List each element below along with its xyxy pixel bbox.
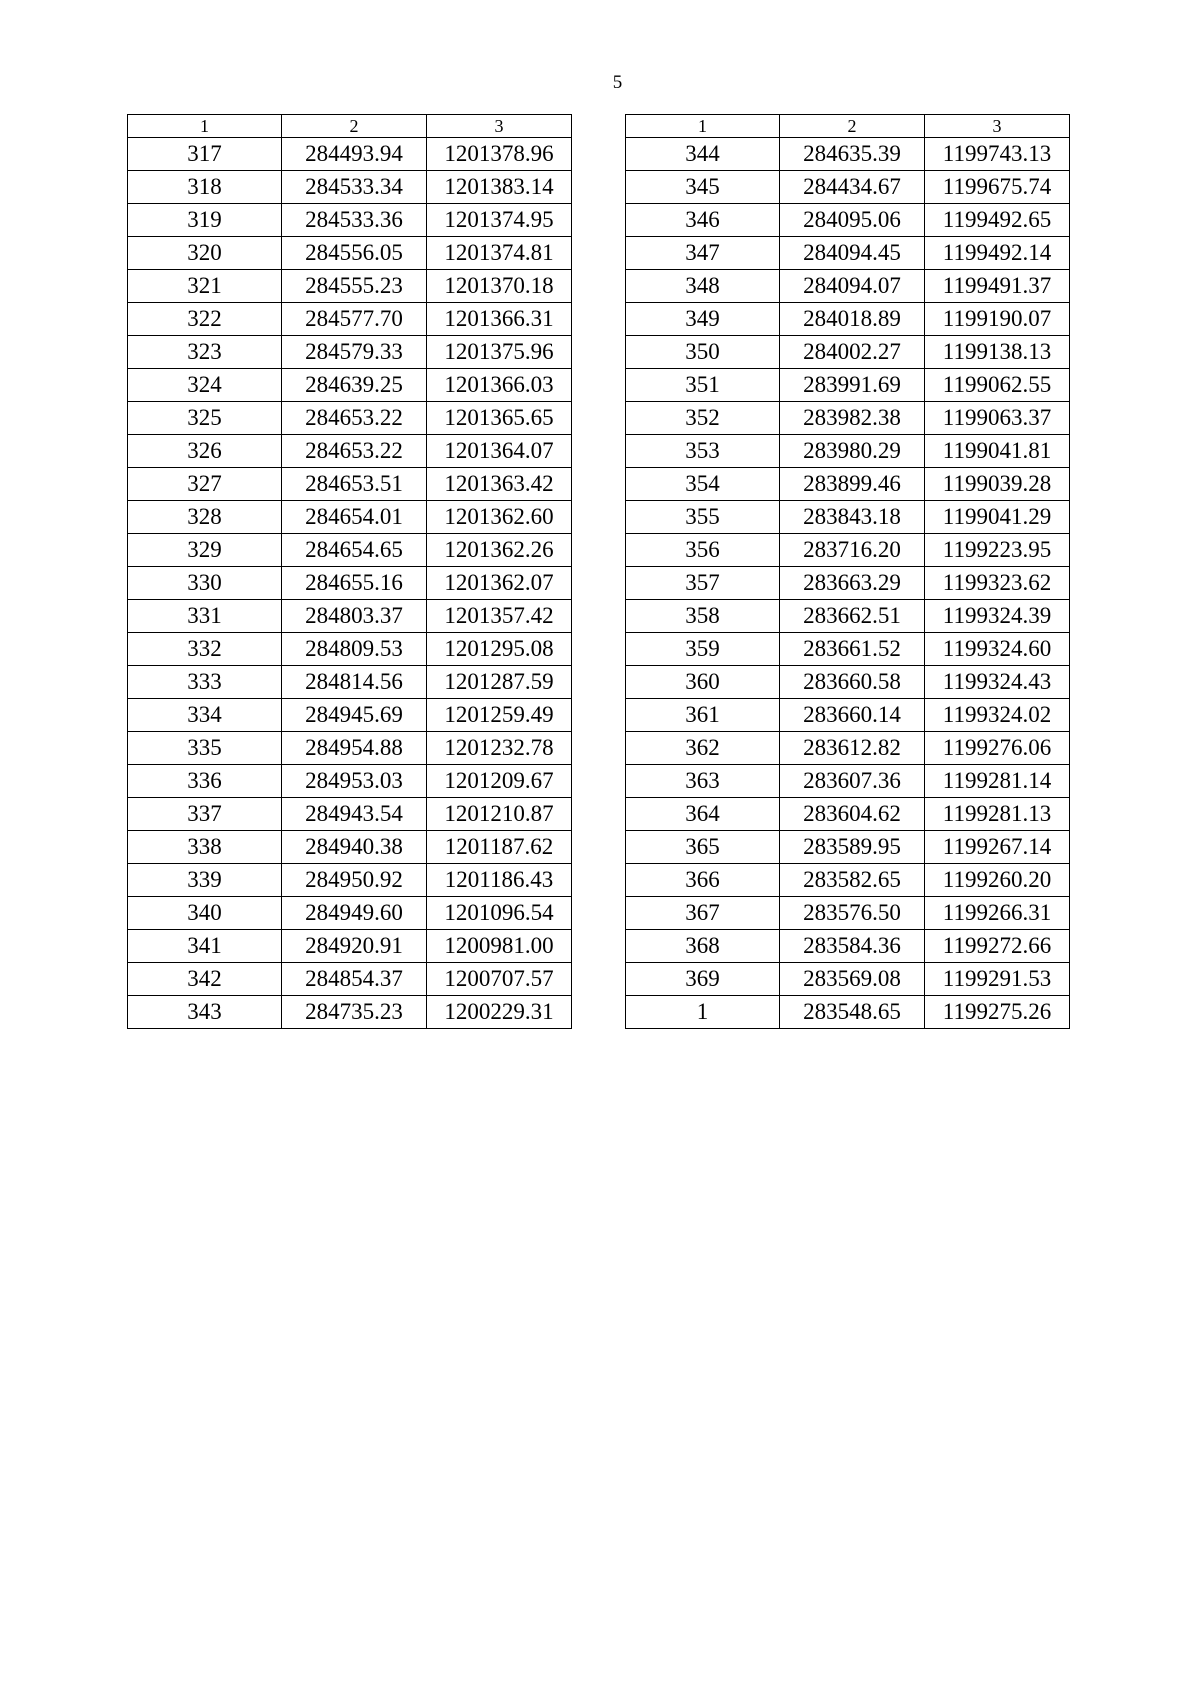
point-number-cell: 328 — [128, 501, 282, 534]
table-header-row — [128, 115, 572, 138]
coordinates-table-left — [127, 114, 572, 1029]
x-coordinate-cell: 283980.29 — [780, 435, 925, 468]
x-coordinate-cell: 284735.23 — [282, 996, 427, 1029]
table-row — [626, 864, 1070, 897]
y-coordinate-cell: 1200707.57 — [427, 963, 572, 996]
table-row — [626, 633, 1070, 666]
table-row — [128, 930, 572, 963]
point-number-cell: 341 — [128, 930, 282, 963]
x-coordinate-cell: 284943.54 — [282, 798, 427, 831]
y-coordinate-cell: 1199324.02 — [925, 699, 1070, 732]
x-coordinate-cell: 284094.45 — [780, 237, 925, 270]
point-number-cell: 317 — [128, 138, 282, 171]
point-number-cell: 329 — [128, 534, 282, 567]
x-coordinate-cell: 284803.37 — [282, 600, 427, 633]
point-number-cell: 319 — [128, 204, 282, 237]
y-coordinate-cell: 1201374.95 — [427, 204, 572, 237]
y-coordinate-cell: 1201378.96 — [427, 138, 572, 171]
point-number-cell: 348 — [626, 270, 780, 303]
y-coordinate-cell: 1199190.07 — [925, 303, 1070, 336]
point-number-cell: 351 — [626, 369, 780, 402]
x-coordinate-cell: 283661.52 — [780, 633, 925, 666]
table-row — [128, 402, 572, 435]
x-coordinate-cell: 283982.38 — [780, 402, 925, 435]
y-coordinate-cell: 1199063.37 — [925, 402, 1070, 435]
table-row — [626, 270, 1070, 303]
table-row — [128, 237, 572, 270]
y-coordinate-cell: 1201363.42 — [427, 468, 572, 501]
column-header-3: 3 — [925, 115, 1070, 138]
table-row — [128, 831, 572, 864]
table-row — [128, 501, 572, 534]
x-coordinate-cell: 284809.53 — [282, 633, 427, 666]
point-number-cell: 340 — [128, 897, 282, 930]
table-row — [128, 765, 572, 798]
y-coordinate-cell: 1201186.43 — [427, 864, 572, 897]
point-number-cell: 347 — [626, 237, 780, 270]
column-header-3: 3 — [427, 115, 572, 138]
y-coordinate-cell: 1199675.74 — [925, 171, 1070, 204]
table-row — [626, 534, 1070, 567]
point-number-cell: 346 — [626, 204, 780, 237]
table-row — [128, 303, 572, 336]
table-row — [626, 402, 1070, 435]
point-number-cell: 336 — [128, 765, 282, 798]
table-row — [626, 732, 1070, 765]
y-coordinate-cell: 1201374.81 — [427, 237, 572, 270]
table-row — [128, 468, 572, 501]
table-row — [626, 501, 1070, 534]
y-coordinate-cell: 1199041.81 — [925, 435, 1070, 468]
x-coordinate-cell: 284953.03 — [282, 765, 427, 798]
y-coordinate-cell: 1201362.60 — [427, 501, 572, 534]
x-coordinate-cell: 284950.92 — [282, 864, 427, 897]
point-number-cell: 367 — [626, 897, 780, 930]
x-coordinate-cell: 284533.36 — [282, 204, 427, 237]
point-number-cell: 364 — [626, 798, 780, 831]
point-number-cell: 359 — [626, 633, 780, 666]
point-number-cell: 354 — [626, 468, 780, 501]
point-number-cell: 344 — [626, 138, 780, 171]
point-number-cell: 333 — [128, 666, 282, 699]
y-coordinate-cell: 1199039.28 — [925, 468, 1070, 501]
y-coordinate-cell: 1199492.65 — [925, 204, 1070, 237]
table-row — [128, 567, 572, 600]
column-header-2: 2 — [780, 115, 925, 138]
table-row — [128, 600, 572, 633]
point-number-cell: 345 — [626, 171, 780, 204]
point-number-cell: 318 — [128, 171, 282, 204]
y-coordinate-cell: 1201362.07 — [427, 567, 572, 600]
y-coordinate-cell: 1199267.14 — [925, 831, 1070, 864]
page-number: 5 — [612, 72, 623, 93]
x-coordinate-cell: 284654.65 — [282, 534, 427, 567]
y-coordinate-cell: 1199281.14 — [925, 765, 1070, 798]
y-coordinate-cell: 1199491.37 — [925, 270, 1070, 303]
y-coordinate-cell: 1199138.13 — [925, 336, 1070, 369]
point-number-cell: 353 — [626, 435, 780, 468]
table-row — [128, 138, 572, 171]
y-coordinate-cell: 1199743.13 — [925, 138, 1070, 171]
point-number-cell: 343 — [128, 996, 282, 1029]
x-coordinate-cell: 284533.34 — [282, 171, 427, 204]
y-coordinate-cell: 1201366.31 — [427, 303, 572, 336]
x-coordinate-cell: 283843.18 — [780, 501, 925, 534]
table-row — [626, 567, 1070, 600]
y-coordinate-cell: 1199272.66 — [925, 930, 1070, 963]
point-number-cell: 357 — [626, 567, 780, 600]
point-number-cell: 326 — [128, 435, 282, 468]
x-coordinate-cell: 283662.51 — [780, 600, 925, 633]
table-row — [626, 336, 1070, 369]
table-row — [128, 996, 572, 1029]
y-coordinate-cell: 1199260.20 — [925, 864, 1070, 897]
table-row — [626, 996, 1070, 1029]
x-coordinate-cell: 283991.69 — [780, 369, 925, 402]
x-coordinate-cell: 284653.51 — [282, 468, 427, 501]
x-coordinate-cell: 284555.23 — [282, 270, 427, 303]
x-coordinate-cell: 284954.88 — [282, 732, 427, 765]
x-coordinate-cell: 283660.58 — [780, 666, 925, 699]
y-coordinate-cell: 1199323.62 — [925, 567, 1070, 600]
y-coordinate-cell: 1199324.43 — [925, 666, 1070, 699]
table-row — [626, 468, 1070, 501]
y-coordinate-cell: 1201366.03 — [427, 369, 572, 402]
y-coordinate-cell: 1201295.08 — [427, 633, 572, 666]
y-coordinate-cell: 1201362.26 — [427, 534, 572, 567]
x-coordinate-cell: 283607.36 — [780, 765, 925, 798]
y-coordinate-cell: 1201365.65 — [427, 402, 572, 435]
y-coordinate-cell: 1201096.54 — [427, 897, 572, 930]
table-header-row — [626, 115, 1070, 138]
column-header-1: 1 — [128, 115, 282, 138]
point-number-cell: 360 — [626, 666, 780, 699]
y-coordinate-cell: 1201187.62 — [427, 831, 572, 864]
table-row — [626, 435, 1070, 468]
y-coordinate-cell: 1199281.13 — [925, 798, 1070, 831]
table-row — [128, 699, 572, 732]
table-row — [626, 303, 1070, 336]
point-number-cell: 358 — [626, 600, 780, 633]
x-coordinate-cell: 283660.14 — [780, 699, 925, 732]
point-number-cell: 322 — [128, 303, 282, 336]
x-coordinate-cell: 283604.62 — [780, 798, 925, 831]
x-coordinate-cell: 284579.33 — [282, 336, 427, 369]
point-number-cell: 332 — [128, 633, 282, 666]
y-coordinate-cell: 1201210.87 — [427, 798, 572, 831]
table-row — [626, 765, 1070, 798]
x-coordinate-cell: 283899.46 — [780, 468, 925, 501]
table-row — [626, 237, 1070, 270]
table-row — [128, 270, 572, 303]
table-row — [128, 204, 572, 237]
x-coordinate-cell: 283589.95 — [780, 831, 925, 864]
point-number-cell: 361 — [626, 699, 780, 732]
y-coordinate-cell: 1201232.78 — [427, 732, 572, 765]
x-coordinate-cell: 284493.94 — [282, 138, 427, 171]
x-coordinate-cell: 283582.65 — [780, 864, 925, 897]
x-coordinate-cell: 284655.16 — [282, 567, 427, 600]
y-coordinate-cell: 1201370.18 — [427, 270, 572, 303]
x-coordinate-cell: 284577.70 — [282, 303, 427, 336]
x-coordinate-cell: 284002.27 — [780, 336, 925, 369]
y-coordinate-cell: 1199324.39 — [925, 600, 1070, 633]
x-coordinate-cell: 284639.25 — [282, 369, 427, 402]
point-number-cell: 356 — [626, 534, 780, 567]
y-coordinate-cell: 1199266.31 — [925, 897, 1070, 930]
x-coordinate-cell: 284018.89 — [780, 303, 925, 336]
x-coordinate-cell: 284095.06 — [780, 204, 925, 237]
point-number-cell: 325 — [128, 402, 282, 435]
x-coordinate-cell: 284940.38 — [282, 831, 427, 864]
y-coordinate-cell: 1199291.53 — [925, 963, 1070, 996]
x-coordinate-cell: 284814.56 — [282, 666, 427, 699]
point-number-cell: 321 — [128, 270, 282, 303]
table-row — [128, 369, 572, 402]
point-number-cell: 338 — [128, 831, 282, 864]
table-row — [626, 204, 1070, 237]
x-coordinate-cell: 284653.22 — [282, 402, 427, 435]
table-row — [626, 171, 1070, 204]
point-number-cell: 369 — [626, 963, 780, 996]
x-coordinate-cell: 283548.65 — [780, 996, 925, 1029]
table-row — [128, 864, 572, 897]
table-row — [128, 798, 572, 831]
x-coordinate-cell: 284920.91 — [282, 930, 427, 963]
x-coordinate-cell: 284094.07 — [780, 270, 925, 303]
y-coordinate-cell: 1201287.59 — [427, 666, 572, 699]
point-number-cell: 368 — [626, 930, 780, 963]
point-number-cell: 366 — [626, 864, 780, 897]
y-coordinate-cell: 1200229.31 — [427, 996, 572, 1029]
y-coordinate-cell: 1199041.29 — [925, 501, 1070, 534]
table-row — [626, 831, 1070, 864]
table-row — [128, 534, 572, 567]
table-row — [626, 897, 1070, 930]
y-coordinate-cell: 1199276.06 — [925, 732, 1070, 765]
y-coordinate-cell: 1201383.14 — [427, 171, 572, 204]
y-coordinate-cell: 1201357.42 — [427, 600, 572, 633]
x-coordinate-cell: 283576.50 — [780, 897, 925, 930]
y-coordinate-cell: 1201364.07 — [427, 435, 572, 468]
x-coordinate-cell: 284635.39 — [780, 138, 925, 171]
table-row — [128, 633, 572, 666]
point-number-cell: 350 — [626, 336, 780, 369]
y-coordinate-cell: 1199324.60 — [925, 633, 1070, 666]
table-row — [626, 138, 1070, 171]
y-coordinate-cell: 1201209.67 — [427, 765, 572, 798]
table-row — [626, 798, 1070, 831]
point-number-cell: 342 — [128, 963, 282, 996]
x-coordinate-cell: 283569.08 — [780, 963, 925, 996]
x-coordinate-cell: 283584.36 — [780, 930, 925, 963]
y-coordinate-cell: 1201259.49 — [427, 699, 572, 732]
y-coordinate-cell: 1201375.96 — [427, 336, 572, 369]
point-number-cell: 320 — [128, 237, 282, 270]
x-coordinate-cell: 283716.20 — [780, 534, 925, 567]
table-row — [626, 600, 1070, 633]
y-coordinate-cell: 1199223.95 — [925, 534, 1070, 567]
table-row — [128, 897, 572, 930]
point-number-cell: 323 — [128, 336, 282, 369]
x-coordinate-cell: 284945.69 — [282, 699, 427, 732]
x-coordinate-cell: 284854.37 — [282, 963, 427, 996]
point-number-cell: 335 — [128, 732, 282, 765]
table-row — [128, 435, 572, 468]
point-number-cell: 334 — [128, 699, 282, 732]
y-coordinate-cell: 1199492.14 — [925, 237, 1070, 270]
table-row — [128, 666, 572, 699]
y-coordinate-cell: 1199275.26 — [925, 996, 1070, 1029]
table-row — [626, 369, 1070, 402]
x-coordinate-cell: 284654.01 — [282, 501, 427, 534]
table-row — [128, 171, 572, 204]
table-row — [128, 732, 572, 765]
point-number-cell: 363 — [626, 765, 780, 798]
x-coordinate-cell: 283663.29 — [780, 567, 925, 600]
table-row — [626, 930, 1070, 963]
point-number-cell: 362 — [626, 732, 780, 765]
table-row — [626, 666, 1070, 699]
table-row — [626, 699, 1070, 732]
point-number-cell: 355 — [626, 501, 780, 534]
x-coordinate-cell: 284556.05 — [282, 237, 427, 270]
x-coordinate-cell: 284653.22 — [282, 435, 427, 468]
table-row — [626, 963, 1070, 996]
point-number-cell: 327 — [128, 468, 282, 501]
column-header-1: 1 — [626, 115, 780, 138]
coordinates-table-right — [625, 114, 1070, 1029]
point-number-cell: 1 — [626, 996, 780, 1029]
point-number-cell: 339 — [128, 864, 282, 897]
point-number-cell: 324 — [128, 369, 282, 402]
x-coordinate-cell: 283612.82 — [780, 732, 925, 765]
table-row — [128, 336, 572, 369]
point-number-cell: 352 — [626, 402, 780, 435]
column-header-2: 2 — [282, 115, 427, 138]
y-coordinate-cell: 1199062.55 — [925, 369, 1070, 402]
point-number-cell: 330 — [128, 567, 282, 600]
y-coordinate-cell: 1200981.00 — [427, 930, 572, 963]
point-number-cell: 349 — [626, 303, 780, 336]
point-number-cell: 331 — [128, 600, 282, 633]
table-row — [128, 963, 572, 996]
x-coordinate-cell: 284949.60 — [282, 897, 427, 930]
x-coordinate-cell: 284434.67 — [780, 171, 925, 204]
point-number-cell: 337 — [128, 798, 282, 831]
point-number-cell: 365 — [626, 831, 780, 864]
